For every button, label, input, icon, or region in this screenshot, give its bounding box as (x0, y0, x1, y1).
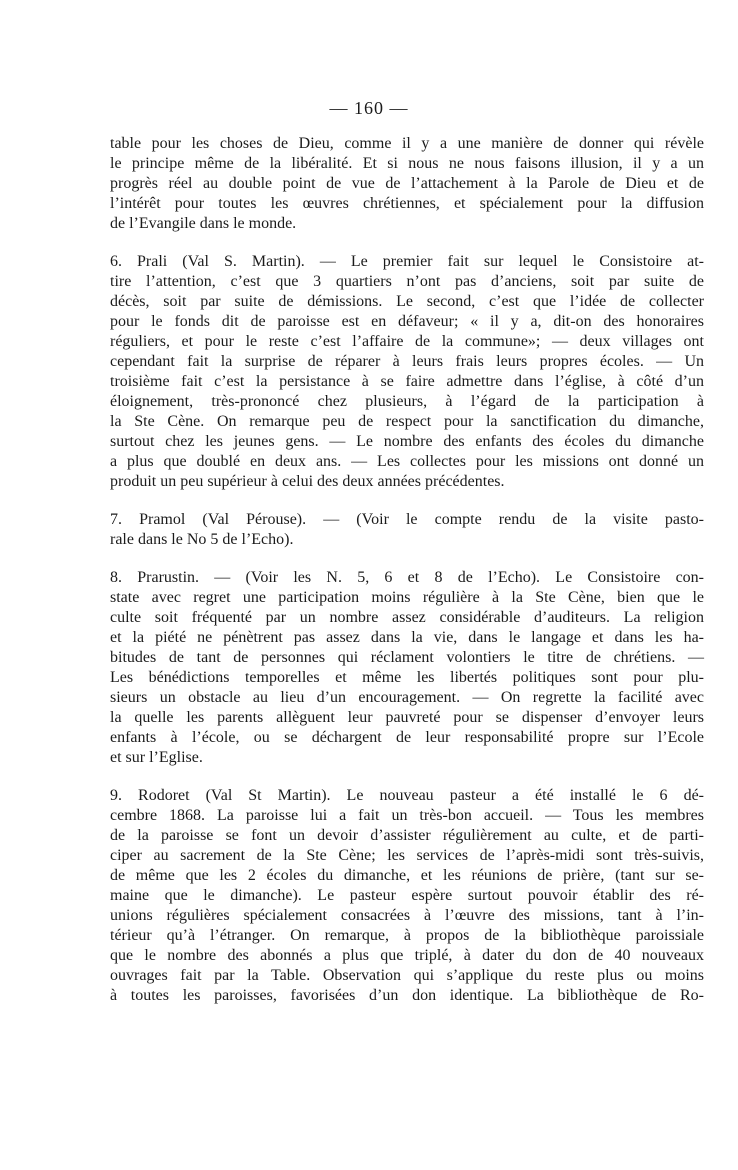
text-line: à toutes les paroisses, favorisées d’un don identique. La bibliothèque de Ro- (110, 987, 704, 1004)
text-line: surtout chez les jeunes gens. — Le nombre des enfants des écoles du dimanche (110, 433, 704, 450)
text-line: culte soit fréquenté par un nombre assez considérable d’auditeurs. La religion (110, 609, 704, 626)
text-line: state avec regret une participation moins régulière à la Ste Cène, bien que le (110, 589, 704, 606)
text-line: et sur l’Eglise. (110, 749, 203, 766)
text-line: a plus que doublé en deux ans. — Les collectes pour les missions ont donné un (110, 453, 704, 470)
text-line: table pour les choses de Dieu, comme il y a une manière de donner qui révèle (110, 135, 704, 152)
text-line: la Ste Cène. On remarque peu de respect pour la sanctification du dimanche, (110, 413, 704, 430)
body-text (110, 134, 704, 1006)
text-line: ouvrages fait par la Table. Observation qui s’applique du reste plus ou moins (110, 967, 704, 984)
text-line: et la piété ne pénètrent pas assez dans la vie, dans le langage et dans les ha- (110, 629, 704, 646)
text-line: tire l’attention, c’est que 3 quartiers n’ont pas d’anciens, soit par suite de (110, 273, 704, 290)
text-line: maine que le dimanche). Le pasteur espère surtout pouvoir établir des ré- (110, 887, 704, 904)
text-line: la quelle les parents allèguent leur pauvreté pour se dispenser d’envoyer leurs (110, 709, 704, 726)
section-heading-rodoret: 9. Rodoret (Val St Martin). Le nouveau pasteur a été installé le 6 dé- (110, 787, 704, 804)
text-line: de même que les 2 écoles du dimanche, et les réunions de prière, (tant sur se- (110, 867, 704, 884)
text-line: décès, soit par suite de démissions. Le second, c’est que l’idée de collecter (110, 293, 704, 310)
text-line: le principe même de la libéralité. Et si nous ne nous faisons illusion, il y a un (110, 155, 704, 172)
text-line: de la paroisse se font un devoir d’assister régulièrement au culte, et de parti- (110, 827, 704, 844)
section-heading-prarustin: 8. Prarustin. — (Voir les N. 5, 6 et 8 de l’Echo). Le Consistoire con- (110, 569, 704, 586)
text-line: rale dans le No 5 de l’Echo). (110, 531, 294, 548)
text-line: cependant fait la surprise de réparer à leurs frais leurs propres écoles. — Un (110, 353, 704, 370)
text-line: l’intérêt pour toutes les œuvres chrétiennes, et spécialement pour la diffusion (110, 195, 704, 212)
text-line: réguliers, et pour le reste c’est l’affaire de la commune»; — deux villages ont (110, 333, 704, 350)
text-line: cembre 1868. La paroisse lui a fait un très-bon accueil. — Tous les membres (110, 807, 704, 824)
text-line: éloignement, très-prononcé chez plusieurs, à l’égard de la participation à (110, 393, 704, 410)
text-line: Les bénédictions temporelles et même les libertés politiques sont pour plu- (110, 669, 704, 686)
text-line: que le nombre des abonnés a plus que triplé, à dater du don de 40 nouveaux (110, 947, 704, 964)
page-number: — 160 — (329, 98, 409, 118)
text-line: térieur qu’à l’étranger. On remarque, à propos de la bibliothèque paroissiale (110, 927, 704, 944)
text-line: pour le fonds dit de paroisse est en défaveur; « il y a, dit-on des honoraires (110, 313, 704, 330)
text-line: produit un peu supérieur à celui des deux années précédentes. (110, 473, 505, 490)
text-line: de l’Evangile dans le monde. (110, 215, 297, 232)
section-heading-prali: 6. Prali (Val S. Martin). — Le premier fait sur lequel le Consistoire at- (110, 253, 704, 270)
text-line: unions régulières spécialement consacrées à l’œuvre des missions, tant à l’in- (110, 907, 704, 924)
text-line: progrès réel au double point de vue de l’attachement à la Parole de Dieu et de (110, 175, 704, 192)
text-line: troisième fait c’est la persistance à se faire admettre dans l’église, à côté d’un (110, 373, 704, 390)
text-line: sieurs un obstacle au lieu d’un encouragement. — On regrette la facilité avec (110, 689, 704, 706)
text-line: ciper au sacrement de la Ste Cène; les services de l’après-midi sont très-suivis, (110, 847, 704, 864)
text-line: bitudes de tant de personnes qui réclament volontiers le titre de chrétiens. — (110, 649, 704, 666)
text-line: enfants à l’école, ou se déchargent de leur responsabilité propre sur l’Ecole (110, 729, 704, 746)
section-heading-pramol: 7. Pramol (Val Pérouse). — (Voir le compte rendu de la visite pasto- (110, 511, 704, 528)
